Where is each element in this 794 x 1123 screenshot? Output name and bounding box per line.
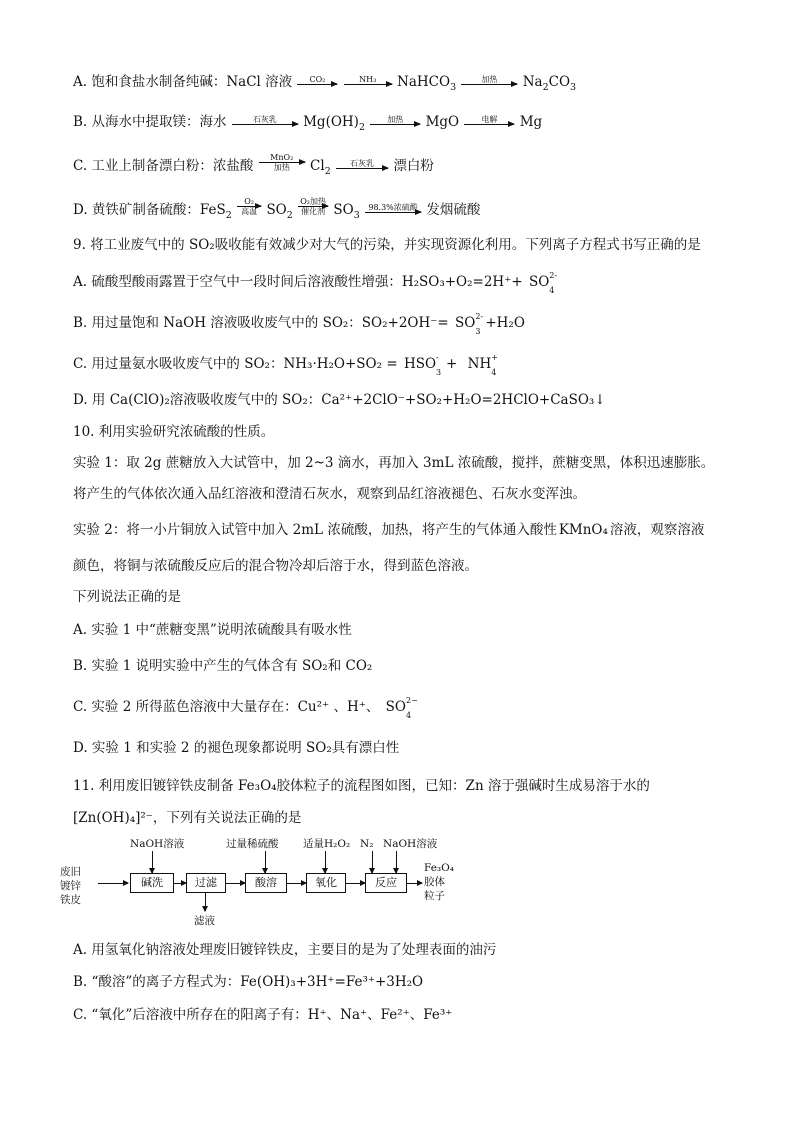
step-acid-dissolve: 酸溶 [245, 873, 287, 893]
reaction-arrow: MnO₂ 加热 [259, 153, 305, 172]
reagent-naoh-2: NaOH溶液 [383, 838, 438, 850]
reaction-arrow: NH₃ [344, 75, 392, 94]
q11-stem-line1: 11. 利用废旧镀锌铁皮制备 Fe₃O₄胶体粒子的流程图如图，已知：Zn 溶于强碱时生成易溶于水的 [73, 778, 650, 794]
reaction-arrow: 加热 [461, 75, 517, 94]
sulfate-ion: SO 2- 4 [528, 271, 558, 295]
reaction-arrow: CO₂ [297, 75, 337, 94]
q8-d-text: D. 黄铁矿制备硫酸：FeS [73, 202, 226, 218]
reaction-arrow: 电解 [464, 115, 514, 134]
reaction-arrow: O₂ 高温 [237, 197, 261, 216]
flow-arrow [372, 851, 373, 873]
reaction-arrow: O₂加热 催化剂 [298, 197, 328, 216]
flow-arrow [225, 883, 245, 884]
sulfate-ion: SO 2− 4 [385, 696, 418, 720]
flow-arrow [205, 893, 206, 911]
step-alkali-wash: 碱洗 [130, 873, 174, 893]
q8-c-product: 漂白粉 [393, 158, 434, 174]
step-filter: 过滤 [186, 873, 226, 893]
reagent-naoh: NaOH溶液 [130, 838, 185, 850]
q11-stem-line2: [Zn(OH)₄]²⁻，下列有关说法正确的是 [73, 810, 302, 826]
flow-arrow [345, 883, 365, 884]
q10-option-a[interactable]: A. 实验 1 中“蔗糖变黑”说明浓硫酸具有吸水性 [73, 622, 352, 638]
q10-exp2-line2: 颜色，将铜与浓硫酸反应后的混合物冷却后溶于水，得到蓝色溶液。 [73, 558, 478, 574]
q10-exp1-line2: 将产生的气体依次通入品红溶液和澄清石灰水，观察到品红溶液褪色、石灰水变浑浊。 [73, 486, 586, 502]
q8-b-intermediate1: Mg(OH) [303, 114, 359, 130]
q8-d-intermediate2: SO [333, 202, 354, 218]
q8-c-intermediate: Cl [310, 158, 325, 174]
reaction-arrow: 石灰乳 [336, 159, 388, 178]
q8-b-product: Mg [519, 114, 543, 130]
q9-stem: 9. 将工业废气中的 SO₂吸收能有效减少对大气的污染，并实现资源化利用。下列离子方程式书写正确的是 [73, 237, 701, 253]
flow-arrow [396, 851, 397, 873]
sulfite-ion: SO 2- 3 [455, 312, 484, 336]
q11-option-a[interactable]: A. 用氢氧化钠溶液处理废旧镀锌铁皮，主要目的是为了处理表面的油污 [73, 942, 497, 958]
q8-option-b[interactable]: B. 从海水中提取镁：海水 石灰乳 $Mg(OH)_2$ 加热 MgO 电解 Mg [73, 114, 543, 133]
q9-option-b[interactable]: B. 用过量饱和 NaOH 溶液吸收废气中的 SO₂：SO₂+2OH⁻= SO 2- 3 +H₂O [73, 312, 525, 336]
q8-b-text: B. 从海水中提取镁：海水 [73, 114, 227, 130]
flow-product: Fe₃O₄ 胶体 粒子 [424, 862, 454, 902]
q8-a-product: Na [522, 74, 543, 90]
q8-b-intermediate2: MgO [425, 114, 460, 130]
q8-a-text: A. 饱和食盐水制备纯碱：NaCl 溶液 [73, 74, 293, 90]
q8-d-product: 发烟硫酸 [426, 202, 481, 218]
q10-option-b[interactable]: B. 实验 1 说明实验中产生的气体含有 SO₂和 CO₂ [73, 658, 373, 674]
q8-a-intermediate: NaHCO [397, 74, 451, 90]
flow-arrow [286, 883, 306, 884]
q10-exp1-line1: 实验 1：取 2g 蔗糖放入大试管中，加 2~3 滴水，再加入 3mL 浓硫酸，搅拌，蔗糖变黑，体积迅速膨胀。 [73, 455, 715, 471]
q8-option-d[interactable]: D. 黄铁矿制备硫酸：FeS$_2$ O₂ 高温 $SO_2$ O₂加热 催化剂 $SO_3$ 98.3%浓硫酸 发烟硫酸 [73, 197, 481, 221]
reagent-n2: N₂ [360, 838, 374, 850]
q8-option-c[interactable]: C. 工业上制备漂白粉：浓盐酸 MnO₂ 加热 $Cl_2$ 石灰乳 漂白粉 [73, 153, 434, 177]
reaction-arrow: 加热 [370, 115, 420, 134]
q9-option-c[interactable]: C. 用过量氨水吸收废气中的 SO₂：NH₃·H₂O+SO₂ = HSO - 3 + NH + 4 [73, 353, 498, 377]
flow-arrow [325, 851, 326, 873]
ammonium-ion: NH + 4 [467, 353, 498, 377]
filtrate-label: 滤液 [194, 915, 215, 927]
bisulfite-ion: HSO - 3 [403, 353, 442, 377]
flow-source: 废旧 镀锌 铁皮 [60, 866, 81, 906]
q10-option-d[interactable]: D. 实验 1 和实验 2 的褪色现象都说明 SO₂具有漂白性 [73, 740, 400, 756]
q11-option-b[interactable]: B. “酸溶”的离子方程式为：Fe(OH)₃+3H⁺=Fe³⁺+3H₂O [73, 974, 424, 990]
q9-option-d[interactable]: D. 用 Ca(ClO)₂溶液吸收废气中的 SO₂：Ca²⁺+2ClO⁻+SO₂+H₂O=2HClO+CaSO₃↓ [73, 392, 606, 408]
q10-exp2-line1: 实验 2：将一小片铜放入试管中加入 2mL 浓硫酸，加热，将产生的气体通入酸性 KMnO₄ 溶液，观察溶液 [73, 522, 705, 538]
q10-option-c[interactable]: C. 实验 2 所得蓝色溶液中大量存在：Cu²⁺ 、H⁺、 SO 2− 4 [73, 696, 418, 720]
reaction-arrow: 石灰乳 [232, 115, 298, 134]
flow-arrow [98, 883, 128, 884]
process-flowchart [60, 833, 454, 933]
q9-option-a[interactable]: A. 硫酸型酸雨露置于空气中一段时间后溶液酸性增强：H₂SO₃+O₂=2H⁺+ SO 2- 4 [73, 271, 558, 295]
flow-arrow [152, 851, 153, 873]
reagent-h2o2: 适量H₂O₂ [303, 838, 351, 850]
q10-ask: 下列说法正确的是 [73, 589, 181, 605]
flow-arrow [173, 883, 186, 884]
q11-option-c[interactable]: C. “氧化”后溶液中所存在的阳离子有：H⁺、Na⁺、Fe²⁺、Fe³⁺ [73, 1007, 453, 1023]
q8-c-text: C. 工业上制备漂白粉：浓盐酸 [73, 158, 254, 174]
flow-arrow [406, 883, 422, 884]
q8-d-intermediate1: SO [266, 202, 287, 218]
reaction-arrow: 98.3%浓硫酸 [365, 203, 421, 222]
flow-arrow [265, 851, 266, 873]
step-oxidize: 氧化 [306, 873, 346, 893]
step-react: 反应 [365, 873, 407, 893]
q8-option-a[interactable]: A. 饱和食盐水制备纯碱：NaCl 溶液 CO₂ NH₃ NaHCO$_3$ 加热 $Na_2CO_3$ [73, 74, 577, 93]
reagent-sulfuric-acid: 过量稀硫酸 [226, 838, 279, 850]
q10-stem: 10. 利用实验研究浓硫酸的性质。 [73, 424, 275, 440]
